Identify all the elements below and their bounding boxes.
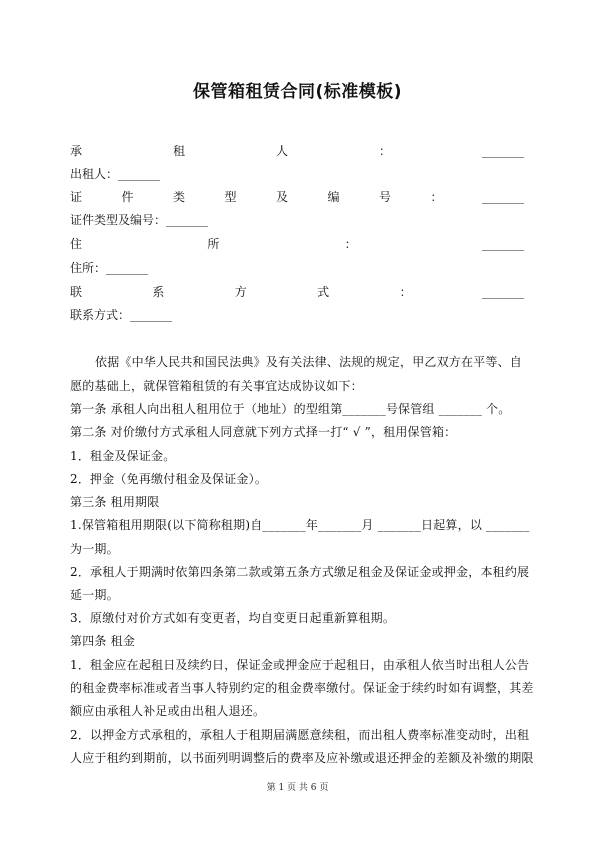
article-4-item: 1．租金应在起租日及续约日，保证金或押金应于起租日，由承租人依当时出租人公告	[70, 658, 530, 672]
page-number: 第 1 页 共 6 页	[266, 783, 329, 793]
article-4-item: 人应于租约到期前，以书面列明调整后的费率及应补缴或退还押金的差额及补缴的期限	[70, 751, 534, 765]
id-type-line: 证件类型及编号：_______	[70, 213, 209, 227]
article-4-item: 额应由承租人补足或由出租人退还。	[70, 704, 266, 718]
row-char: 方	[234, 285, 247, 299]
row-char: ：	[430, 190, 443, 204]
row-char: 及	[276, 190, 289, 204]
row-char: 号	[379, 190, 392, 204]
address-row	[70, 236, 524, 252]
article-4-heading: 第四条 租金	[70, 634, 136, 648]
lessor-line: 出租人：_______	[70, 167, 161, 181]
intro-paragraph-line: 依据《中华人民共和国民法典》及有关法律、法规的规定，甲乙双方在平等、自	[95, 355, 523, 369]
row-char: 联	[70, 285, 83, 299]
article-2-item: 2．押金（免再缴付租金及保证金）。	[70, 472, 268, 486]
row-char: 证	[70, 190, 83, 204]
article-3-heading: 第三条 租用期限	[70, 495, 160, 509]
row-char: 系	[152, 285, 165, 299]
row-char: 件	[121, 190, 134, 204]
intro-paragraph-line: 愿的基础上，就保管箱租赁的有关事宜达成协议如下：	[70, 379, 363, 393]
row-char: ：	[344, 237, 357, 251]
row-char: 人	[276, 144, 289, 158]
article-2-heading: 第二条 对价缴付方式承租人同意就下列方式择一打“ √ ”，租用保管箱：	[70, 425, 457, 439]
row-char: 住	[70, 237, 83, 251]
row-char: 式	[317, 285, 330, 299]
article-1: 第一条 承租人向出租人租用位于（地址）的型组第_______号保管组 _______ 个。	[70, 402, 511, 416]
row-char: 所	[207, 237, 220, 251]
blank-field: _______	[482, 190, 524, 204]
address-line: 住所：_______	[70, 261, 149, 275]
article-4-item: 的租金费率标准或者当事人特别约定的租金费率缴付。保证金于续约时如有调整，其差	[70, 681, 534, 695]
row-char: 类	[173, 190, 186, 204]
article-4-item: 2．以押金方式承租的，承租人于租期届满愿意续租，而出租人费率标准变动时，出租	[70, 728, 530, 742]
contact-line: 联系方式：_______	[70, 308, 173, 322]
article-3-item: 3．原缴付对价方式如有变更者，均自变更日起重新算租期。	[70, 611, 396, 625]
article-2-item: 1．租金及保证金。	[70, 449, 176, 463]
row-char: ：	[379, 144, 392, 158]
id-type-row	[70, 189, 524, 205]
row-char: 承	[70, 144, 83, 158]
blank-field: _______	[481, 285, 524, 299]
row-char: 型	[224, 190, 237, 204]
document-title: 保管箱租赁合同(标准模板)	[192, 82, 403, 102]
article-3-item: 延一期。	[70, 588, 119, 602]
article-3-item: 1.保管箱租用期限(以下简称租期)自_______年_______月 _______日起算，以 _______	[70, 518, 530, 532]
article-3-item: 2．承租人于期满时依第四条第二款或第五条方式缴足租金及保证金或押金，本租约展	[70, 565, 530, 579]
row-char: ：	[399, 285, 412, 299]
lessee-row	[70, 143, 524, 159]
row-char: 编	[327, 190, 340, 204]
article-3-item: 为一期。	[70, 542, 119, 556]
blank-field: _______	[482, 144, 524, 158]
contact-row	[70, 284, 524, 300]
blank-field: _______	[481, 237, 524, 251]
row-char: 租	[173, 144, 186, 158]
